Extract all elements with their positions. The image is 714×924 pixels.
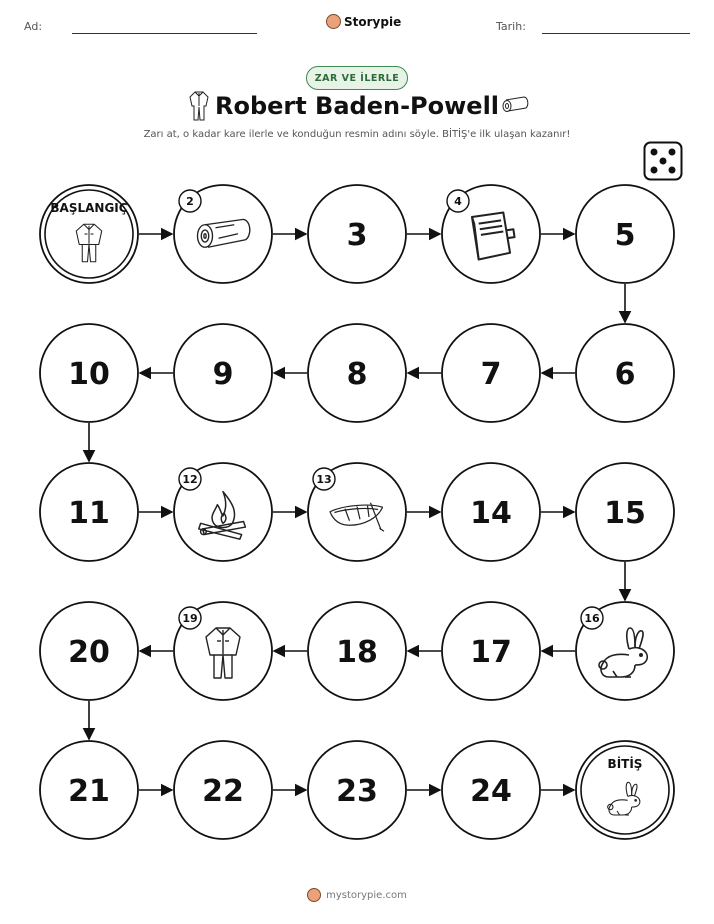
square-number: 14 xyxy=(470,496,512,531)
board-square-21 xyxy=(40,741,138,839)
footer-url: mystorypie.com xyxy=(326,889,407,901)
square-number: 8 xyxy=(346,357,368,392)
square-number: 7 xyxy=(480,357,502,392)
square-number: 5 xyxy=(614,218,636,253)
square-number: 22 xyxy=(202,774,244,809)
square-number: 20 xyxy=(68,635,110,670)
board-square-2 xyxy=(174,185,272,283)
square-number: 2 xyxy=(186,195,194,208)
square-number: 16 xyxy=(584,612,600,625)
square-number: 12 xyxy=(182,473,198,486)
start-label: BAŞLANGIÇ xyxy=(50,201,128,215)
board-square-10 xyxy=(40,324,138,422)
square-number: 13 xyxy=(316,473,332,486)
board-square-22 xyxy=(174,741,272,839)
name-label: Ad: xyxy=(24,20,43,33)
square-number: 9 xyxy=(212,357,234,392)
board-square-16 xyxy=(576,602,674,700)
instructions: Zarı at, o kadar kare ilerle ve konduğun resmin adını söyle. BİTİŞ'e ilk ulaşan kazanır! xyxy=(143,129,571,140)
board-square-17 xyxy=(442,602,540,700)
board-square-14 xyxy=(442,463,540,561)
square-number: 23 xyxy=(336,774,378,809)
square-number: 19 xyxy=(182,612,198,625)
finish-label: BİTİŞ xyxy=(607,757,643,771)
board-square-19 xyxy=(174,602,272,700)
board-square-11 xyxy=(40,463,138,561)
board-square-20 xyxy=(40,602,138,700)
board-square-3 xyxy=(308,185,406,283)
board-square-9 xyxy=(174,324,272,422)
board-square-23 xyxy=(308,741,406,839)
board-square-5 xyxy=(576,185,674,283)
board-square-8 xyxy=(308,324,406,422)
square-number: 18 xyxy=(336,635,378,670)
board-square-4 xyxy=(442,185,540,283)
square-number: 24 xyxy=(470,774,512,809)
page-title: Robert Baden-Powell xyxy=(214,92,500,120)
board-square-12 xyxy=(174,463,272,561)
board-square-25 xyxy=(576,741,674,839)
square-circle xyxy=(576,741,674,839)
game-type-badge: ZAR VE İLERLE xyxy=(306,66,408,90)
square-number: 10 xyxy=(68,357,110,392)
square-number: 11 xyxy=(68,496,110,531)
square-number: 4 xyxy=(454,195,462,208)
square-number: 21 xyxy=(68,774,110,809)
board-squares xyxy=(40,185,674,839)
footer xyxy=(0,888,714,902)
board-square-15 xyxy=(576,463,674,561)
board-square-13 xyxy=(308,463,406,561)
square-number: 15 xyxy=(604,496,646,531)
board-square-18 xyxy=(308,602,406,700)
square-number: 3 xyxy=(346,218,368,253)
board-square-24 xyxy=(442,741,540,839)
brand-name: Storypie xyxy=(344,14,402,29)
board-square-6 xyxy=(576,324,674,422)
board-square-1 xyxy=(40,185,138,283)
date-label: Tarih: xyxy=(496,20,526,33)
storypie-logo-icon xyxy=(307,888,321,902)
board-square-7 xyxy=(442,324,540,422)
square-number: 17 xyxy=(470,635,512,670)
square-number: 6 xyxy=(614,357,636,392)
